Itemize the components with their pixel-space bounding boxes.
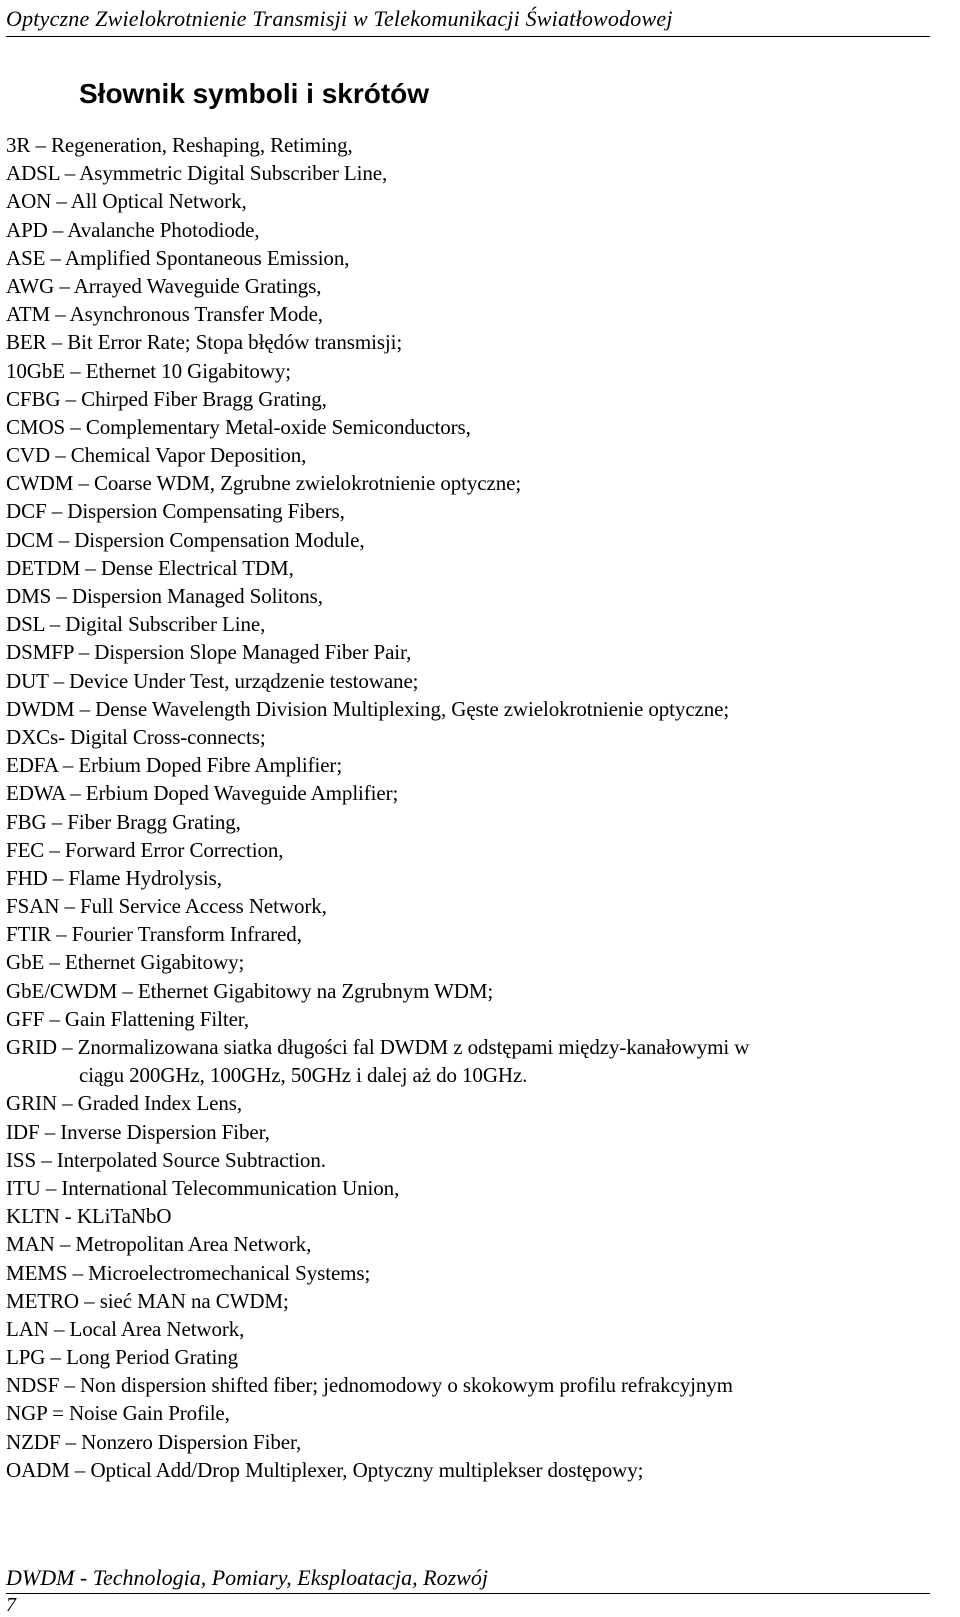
abbreviation-entry [6,582,936,610]
abbreviation-entry-text: ATM – Asynchronous Transfer Mode, [6,302,323,327]
abbreviation-entry-text: ISS – Interpolated Source Subtraction. [6,1147,326,1172]
abbreviation-entry [6,864,936,892]
page-number: 7 [6,1594,16,1616]
abbreviation-entry-text: KLTN - KLiTaNbO [6,1204,172,1229]
abbreviation-entry-text: BER – Bit Error Rate; Stopa błędów transmisji; [6,330,403,355]
abbreviation-entry-text: DSMFP – Dispersion Slope Managed Fiber Pair, [6,640,412,665]
abbreviation-entry [6,1259,936,1287]
abbreviation-entry [6,610,936,638]
abbreviation-entry [6,695,936,723]
abbreviation-entry-text: MEMS – Microelectromechanical Systems; [6,1260,371,1285]
abbreviation-entry [6,1146,936,1174]
abbreviation-entry [6,892,936,920]
abbreviation-entry [6,1287,936,1315]
abbreviation-entry-text: FSAN – Full Service Access Network, [6,894,327,919]
abbreviation-list [6,131,936,1484]
abbreviation-entry-text: ASE – Amplified Spontaneous Emission, [6,245,350,270]
abbreviation-entry-text: DSL – Digital Subscriber Line, [6,612,266,637]
abbreviation-entry-text: DETDM – Dense Electrical TDM, [6,555,294,580]
abbreviation-entry-text: CFBG – Chirped Fiber Bragg Grating, [6,386,327,411]
abbreviation-entry-text: CWDM – Coarse WDM, Zgrubne zwielokrotnienie optyczne; [6,471,522,496]
abbreviation-entry-text: FEC – Forward Error Correction, [6,837,284,862]
abbreviation-entry [6,1428,936,1456]
abbreviation-entry-text: FTIR – Fourier Transform Infrared, [6,922,302,947]
abbreviation-entry-text: NZDF – Nonzero Dispersion Fiber, [6,1429,302,1454]
abbreviation-entry [6,1399,936,1427]
abbreviation-entry-text: DCM – Dispersion Compensation Module, [6,527,365,552]
abbreviation-entry [6,667,936,695]
abbreviation-entry-text: GbE – Ethernet Gigabitowy; [6,950,245,975]
abbreviation-entry-text: OADM – Optical Add/Drop Multiplexer, Optyczny multiplekser dostępowy; [6,1457,644,1482]
abbreviation-entry-text: GRID – Znormalizowana siatka długości fal DWDM z odstępami między-kanałowymi w [6,1035,750,1059]
abbreviation-entry [6,1456,936,1484]
abbreviation-entry-text: DCF – Dispersion Compensating Fibers, [6,499,345,524]
abbreviation-entry-text: FHD – Flame Hydrolysis, [6,865,222,890]
abbreviation-entry [6,1089,936,1117]
abbreviation-entry-text: ADSL – Asymmetric Digital Subscriber Line, [6,161,388,186]
abbreviation-entry [6,751,936,779]
abbreviation-entry-text: AWG – Arrayed Waveguide Gratings, [6,273,322,298]
abbreviation-entry-text: CVD – Chemical Vapor Deposition, [6,443,307,468]
abbreviation-entry [6,1118,936,1146]
abbreviation-entry-text: IDF – Inverse Dispersion Fiber, [6,1119,270,1144]
abbreviation-entry [6,469,936,497]
abbreviation-entry [6,244,936,272]
abbreviation-entry-text: METRO – sieć MAN na CWDM; [6,1288,289,1313]
footer-book-title-text: DWDM - Technologia, Pomiary, Eksploatacja, Rozwój [6,1565,488,1590]
abbreviation-entry [6,779,936,807]
abbreviation-entry [6,159,936,187]
abbreviation-entry-text: APD – Avalanche Photodiode, [6,217,260,242]
abbreviation-entry [6,441,936,469]
abbreviation-entry [6,1033,936,1089]
abbreviation-entry [6,300,936,328]
abbreviation-entry [6,554,936,582]
abbreviation-entry-text: 3R – Regeneration, Reshaping, Retiming, [6,133,353,157]
page-title: Słownik symboli i skrótów [79,78,430,109]
abbreviation-entry-text: DXCs- Digital Cross-connects; [6,724,266,749]
abbreviation-entry [6,977,936,1005]
abbreviation-entry [6,526,936,554]
abbreviation-entry-text: ITU – International Telecommunication Union, [6,1175,400,1200]
abbreviation-entry [6,920,936,948]
abbreviation-entry-text: AON – All Optical Network, [6,189,247,214]
abbreviation-entry-text: EDWA – Erbium Doped Waveguide Amplifier; [6,781,399,806]
abbreviation-entry-text: 10GbE – Ethernet 10 Gigabitowy; [6,358,292,383]
abbreviation-entry-text: DMS – Dispersion Managed Solitons, [6,584,323,608]
abbreviation-entry-text: NGP = Noise Gain Profile, [6,1401,230,1426]
abbreviation-entry-text: NDSF – Non dispersion shifted fiber; jednomodowy o skokowym profilu refrakcyjnym [6,1373,733,1398]
abbreviation-entry [6,1005,936,1033]
abbreviation-entry-text: CMOS – Complementary Metal-oxide Semiconductors, [6,414,471,439]
abbreviation-entry [6,836,936,864]
abbreviation-entry [6,272,936,300]
abbreviation-entry [6,1371,936,1399]
abbreviation-entry [6,328,936,356]
abbreviation-entry-text: GFF – Gain Flattening Filter, [6,1006,250,1031]
abbreviation-entry [6,808,936,836]
footer-book-title [6,1563,930,1594]
abbreviation-entry [6,357,936,385]
abbreviation-entry [6,187,936,215]
abbreviation-entry [6,1174,936,1202]
abbreviation-entry-text: LAN – Local Area Network, [6,1316,245,1341]
abbreviation-entry-text: GRIN – Graded Index Lens, [6,1091,243,1116]
abbreviation-entry-text: GbE/CWDM – Ethernet Gigabitowy na Zgrubnym WDM; [6,978,494,1003]
abbreviation-entry [6,413,936,441]
abbreviation-entry [6,1315,936,1343]
abbreviation-entry [6,638,936,666]
abbreviation-entry-text: LPG – Long Period Grating [6,1345,238,1370]
abbreviation-entry [6,1230,936,1258]
running-header [6,4,930,37]
abbreviation-entry [6,723,936,751]
abbreviation-entry-text: DWDM – Dense Wavelength Division Multiplexing, Gęste zwielokrotnienie optyczne; [6,696,730,721]
running-header-title: Optyczne Zwielokrotnienie Transmisji w Telekomunikacji Światłowodowej [6,6,673,31]
abbreviation-entry-text: EDFA – Erbium Doped Fibre Amplifier; [6,753,343,778]
abbreviation-entry-text: FBG – Fiber Bragg Grating, [6,809,241,834]
abbreviation-entry-text: MAN – Metropolitan Area Network, [6,1232,312,1257]
abbreviation-entry-continuation: ciągu 200GHz, 100GHz, 50GHz i dalej aż do 10GHz. [79,1063,528,1088]
abbreviation-entry [6,1343,936,1371]
abbreviation-entry-text: DUT – Device Under Test, urządzenie testowane; [6,668,419,693]
abbreviation-entry [6,948,936,976]
abbreviation-entry [6,1202,936,1230]
abbreviation-entry [6,497,936,525]
abbreviation-entry [6,131,936,159]
abbreviation-entry [6,385,936,413]
abbreviation-entry [6,216,936,244]
